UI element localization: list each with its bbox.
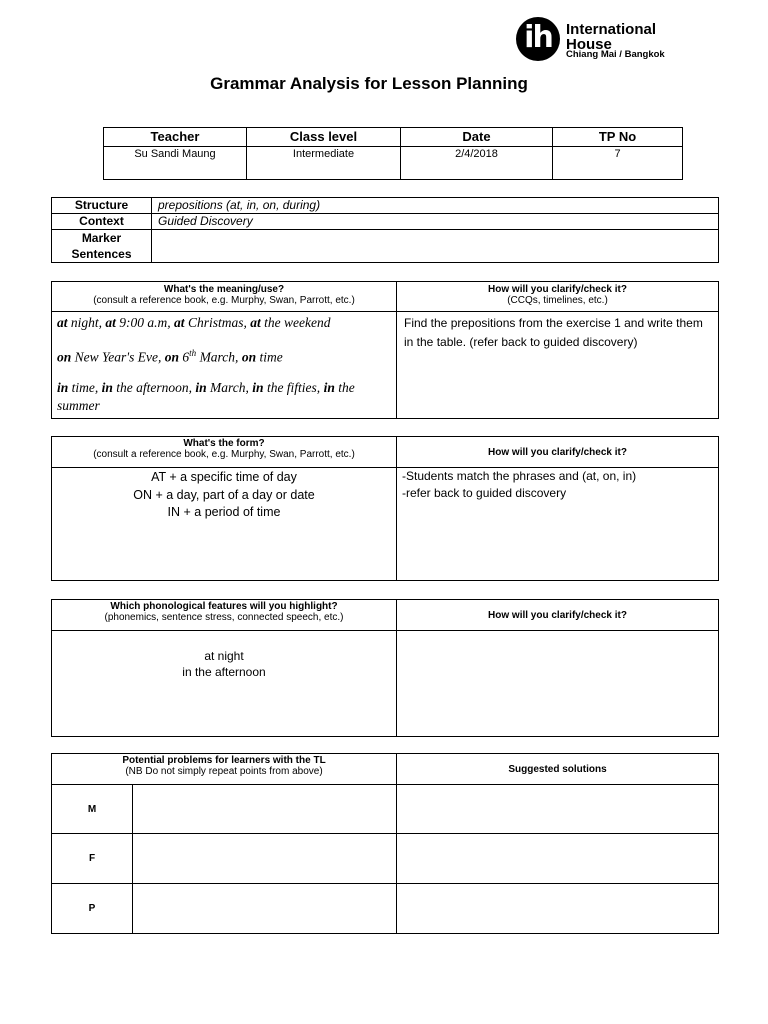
form-rule-in: IN + a period of time <box>167 505 281 519</box>
problems-subheader: (NB Do not simply repeat points from above) <box>125 766 323 777</box>
logo-text-location: Chiang Mai / Bangkok <box>566 49 665 60</box>
logo-text-international: International <box>566 21 657 38</box>
phonology-item-1: at night <box>204 649 244 663</box>
meaning-clarify-subheader: (CCQs, timelines, etc.) <box>507 295 608 306</box>
structure-table <box>51 197 719 263</box>
meaning-line-at: at night, at 9:00 a.m, at Christmas, at the weekend <box>57 315 331 330</box>
value-teacher: Su Sandi Maung <box>104 147 247 180</box>
meaning-clarify-text: Find the prepositions from the exercise 1 and write them in the table. (refer back to guided discovery) <box>397 312 719 419</box>
value-tp-no: 7 <box>553 147 683 180</box>
info-table <box>103 127 683 180</box>
form-table <box>51 436 719 581</box>
header-teacher: Teacher <box>104 128 247 147</box>
value-date: 2/4/2018 <box>401 147 553 180</box>
problem-row-label-f: F <box>52 834 133 884</box>
phonology-header: Which phonological features will you highlight? <box>110 601 338 612</box>
problem-p-cell <box>133 884 397 934</box>
problem-row-label-m: M <box>52 785 133 834</box>
meaning-table <box>51 281 719 419</box>
structure-label: Structure <box>52 198 152 214</box>
solutions-header: Suggested solutions <box>508 763 607 775</box>
form-clarify-line-1: -Students match the phrases and (at, on, in) <box>402 469 637 483</box>
meaning-line-on: on New Year's Eve, on 6th March, on time <box>57 348 283 365</box>
meaning-clarify-header: How will you clarify/check it? <box>488 284 627 295</box>
problem-row-label-p: P <box>52 884 133 934</box>
solution-m-cell <box>397 785 719 834</box>
phonology-clarify-header: How will you clarify/check it? <box>488 609 627 621</box>
page-title: Grammar Analysis for Lesson Planning <box>210 74 528 93</box>
value-class-level: Intermediate <box>247 147 401 180</box>
marker-sentences-label: Marker Sentences <box>52 230 152 263</box>
structure-value: prepositions (at, in, on, during) <box>152 198 719 214</box>
solution-f-cell <box>397 834 719 884</box>
problem-f-cell <box>133 834 397 884</box>
header-class-level: Class level <box>247 128 401 147</box>
header-tp-no: TP No <box>553 128 683 147</box>
form-clarify-header: How will you clarify/check it? <box>488 446 627 458</box>
context-value: Guided Discovery <box>152 214 719 230</box>
form-header: What's the form? <box>183 438 265 449</box>
header-date: Date <box>401 128 553 147</box>
form-rule-at: AT + a specific time of day <box>151 470 297 484</box>
marker-sentences-value <box>152 230 719 263</box>
meaning-examples <box>52 312 397 419</box>
phonology-item-2: in the afternoon <box>182 665 266 679</box>
meaning-line-in: in time, in the afternoon, in March, in the fifties, in the summer <box>57 379 355 413</box>
form-rule-on: ON + a day, part of a day or date <box>133 487 315 502</box>
meaning-header: What's the meaning/use? <box>163 284 285 295</box>
problems-header: Potential problems for learners with the TL <box>122 755 326 766</box>
form-subheader: (consult a reference book, e.g. Murphy, Swan, Parrott, etc.) <box>93 449 355 460</box>
phonology-items <box>52 631 397 737</box>
phonology-table <box>51 599 719 737</box>
ih-logo-mark: ih <box>516 17 560 61</box>
problem-m-cell <box>133 785 397 834</box>
form-clarify-line-2: -refer back to guided discovery <box>402 486 567 500</box>
phonology-subheader: (phonemics, sentence stress, connected speech, etc.) <box>104 612 344 623</box>
logo-text-house: House <box>566 36 612 53</box>
problems-table <box>51 753 719 934</box>
context-label: Context <box>52 214 152 230</box>
form-clarify-text <box>397 468 719 581</box>
meaning-subheader: (consult a reference book, e.g. Murphy, Swan, Parrott, etc.) <box>93 295 355 306</box>
phonology-clarify-cell <box>397 631 719 737</box>
solution-p-cell <box>397 884 719 934</box>
form-rules <box>52 468 397 581</box>
